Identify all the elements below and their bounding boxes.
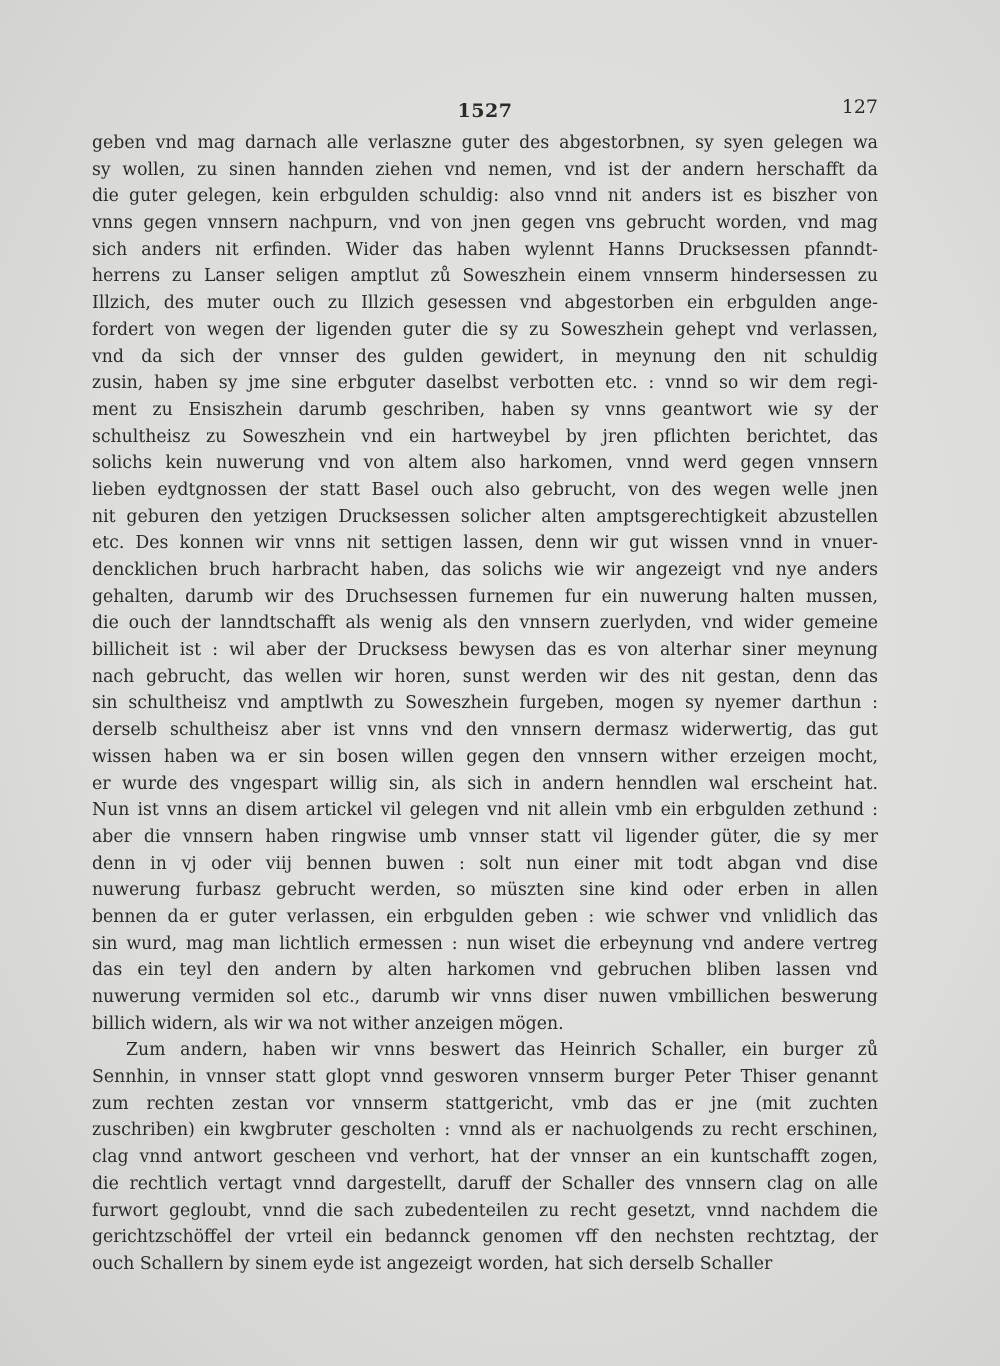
paragraph <box>92 1037 878 1277</box>
text-line: vnns gegen vnnsern nachpurn, vnd von jnen gegen vns gebrucht worden, vnd mag <box>92 213 878 234</box>
text-line: herrens zu Lanser seligen amptlut zů Soweszhein einem vnnserm hindersessen zu <box>92 266 878 287</box>
text-line: ouch Schallern by sinem eyde ist angezeigt worden, hat sich derselb Schaller <box>92 1253 773 1274</box>
text-line: fordert von wegen der ligenden guter die sy zu Soweszhein gehept vnd verlassen, <box>92 319 878 340</box>
text-line: gerichtzschöffel der vrteil ein bedannck genomen vff den nechsten rechtztag, der <box>92 1227 878 1248</box>
text-line: dencklichen bruch harbracht haben, das solichs wie wir angezeigt vnd nye anders <box>92 560 878 580</box>
text-line: solichs kein nuwerung vnd von altem also harkomen, vnnd werd gegen vnnsern <box>92 453 878 474</box>
text-line: gehalten, darumb wir des Druchsessen furnemen fur ein nuwerung halten mussen, <box>92 586 878 607</box>
paragraph <box>92 130 878 1037</box>
text-line: nit geburen den yetzigen Drucksessen solicher alten amptsgerechtigkeit abzustellen <box>92 506 878 527</box>
text-line: die guter gelegen, kein erbgulden schuldig: also vnnd nit anders ist es biszher von <box>92 186 878 207</box>
text-line: nach gebrucht, das wellen wir horen, sunst werden wir des nit gestan, denn das <box>92 666 878 687</box>
text-line: lieben eydtgnossen der statt Basel ouch also gebrucht, von des wegen welle jnen <box>92 479 878 500</box>
text-line: wissen haben wa er sin bosen willen gegen den vnnsern wither erzeigen mocht, <box>92 746 878 767</box>
text-line: schultheisz zu Soweszhein vnd ein hartweybel by jren pflichten berichtet, das <box>92 426 878 447</box>
text-line: Sennhin, in vnnser statt glopt vnnd gesworen vnnserm burger Peter Thiser genannt <box>92 1067 878 1088</box>
text-line: sich anders nit erfinden. Wider das haben wylennt Hanns Drucksessen pfanndt- <box>92 239 878 260</box>
text-line: zum rechten zestan vor vnnserm stattgericht, vmb das er jne (mit zuchten <box>92 1093 878 1114</box>
text-line: Nun ist vnns an disem artickel vil gelegen vnd nit allein vmb ein erbgulden zethund : <box>92 800 878 821</box>
text-line: die rechtlich vertagt vnnd dargestellt, daruff der Schaller des vnnsern clag on alle <box>92 1173 878 1194</box>
text-line: furwort gegloubt, vnnd die sach zubedenteilen zu recht gesetzt, vnnd nachdem die <box>92 1200 878 1221</box>
text-line: zuschriben) ein kwgbruter gescholten : vnnd als er nachuolgends zu recht erschinen, <box>92 1120 878 1141</box>
text-line: das ein teyl den andern by alten harkomen vnd gebruchen bliben lassen vnd <box>92 960 878 981</box>
text-line: zusin, haben sy jme sine erbguter daselbst verbotten etc. : vnnd so wir dem regi- <box>92 373 878 394</box>
text-line: geben vnd mag darnach alle verlaszne guter des abgestorbnen, sy syen gelegen wa <box>92 133 878 153</box>
text-line: nuwerung vermiden sol etc., darumb wir vnns diser nuwen vmbillichen beswerung <box>92 987 878 1007</box>
running-head-year: 1527 <box>457 100 513 122</box>
page-header <box>92 96 878 130</box>
text-line: Illzich, des muter ouch zu Illzich gesessen vnd abgestorben ein erbgulden ange- <box>92 293 878 314</box>
text-line: billich widern, als wir wa not wither anzeigen mögen. <box>92 1013 564 1034</box>
text-line: sy wollen, zu sinen hannden ziehen vnd nemen, vnd ist der andern herschafft da <box>92 159 878 180</box>
text-line: er wurde des vngespart willig sin, als sich in andern henndlen wal erscheint hat. <box>92 773 878 794</box>
text-line: die ouch der lanndtschafft als wenig als den vnnsern zuerlyden, vnd wider gemeine <box>92 613 878 634</box>
text-line: clag vnnd antwort gescheen vnd verhort, hat der vnnser an ein kuntschafft zogen, <box>92 1147 878 1168</box>
text-line: nuwerung furbasz gebrucht werden, so müszten sine kind oder erben in allen <box>92 880 878 901</box>
text-line: aber die vnnsern haben ringwise umb vnnser statt vil ligender güter, die sy mer <box>92 826 878 847</box>
text-line: denn in vj oder viij bennen buwen : solt nun einer mit todt abgan vnd dise <box>92 853 878 874</box>
page-number: 127 <box>841 96 878 118</box>
text-line: vnd da sich der vnnser des gulden gewidert, in meynung den nit schuldig <box>92 346 878 367</box>
text-line: sin wurd, mag man lichtlich ermessen : nun wiset die erbeynung vnd andere vertreg <box>92 933 878 954</box>
text-line: ment zu Ensiszhein darumb geschriben, haben sy vnns geantwort wie sy der <box>92 399 878 420</box>
text-line: etc. Des konnen wir vnns nit settigen lassen, denn wir gut wissen vnnd in vnuer- <box>92 533 878 554</box>
text-line: derselb schultheisz aber ist vnns vnd den vnnsern dermasz widerwertig, das gut <box>92 720 878 741</box>
text-body <box>92 130 878 1278</box>
text-line: billicheit ist : wil aber der Drucksess bewysen das es von alterhar siner meynung <box>92 640 878 661</box>
text-line: bennen da er guter verlassen, ein erbgulden geben : wie schwer vnd vnlidlich das <box>92 906 878 927</box>
text-line: sin schultheisz vnd amptlwth zu Soweszhein furgeben, mogen sy nyemer darthun : <box>92 693 878 714</box>
text-line: Zum andern, haben wir vnns beswert das Heinrich Schaller, ein burger zů <box>126 1040 878 1061</box>
